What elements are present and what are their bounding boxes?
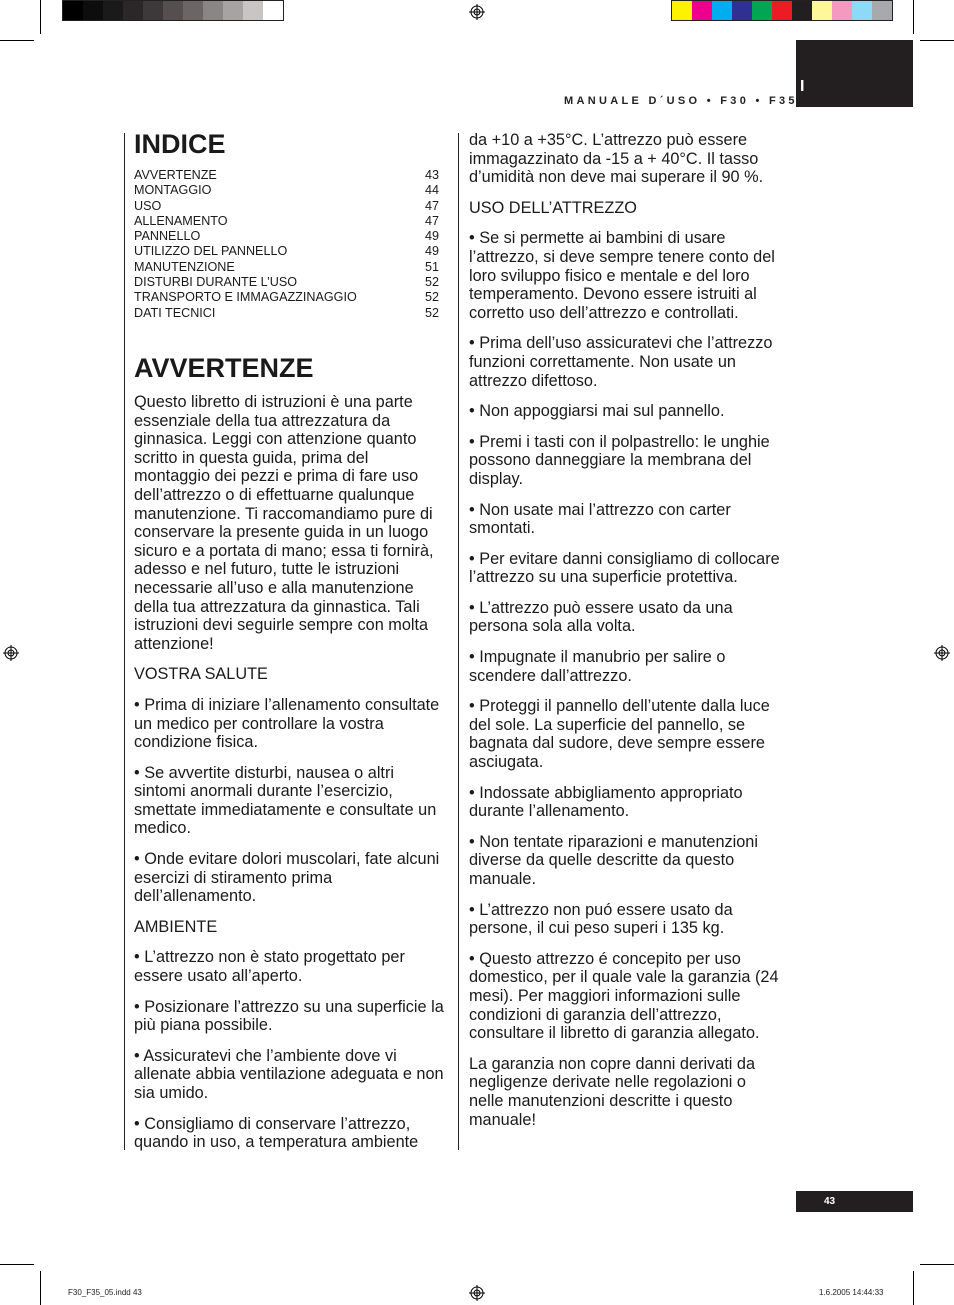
bullet-item: • Assicuratevi che l’ambiente dove vi allenate abbia ventilazione adeguata e non sia umido. [134, 1046, 444, 1102]
table-of-contents [134, 168, 439, 321]
toc-item [134, 306, 439, 321]
toc-item-label: PANNELLO [134, 229, 201, 244]
bullet-item: • Non appoggiarsi mai sul pannello. [469, 402, 725, 421]
color-swatch [123, 1, 143, 20]
bullet-item: • Onde evitare dolori muscolari, fate alcuni esercizi di stiramento prima dell’allenamento. [134, 850, 440, 906]
toc-item-label: MONTAGGIO [134, 183, 212, 198]
bullet-item: • Indossate abbigliamento appropriato durante l’allenamento. [469, 783, 743, 821]
crop-mark [913, 1271, 914, 1305]
toc-item-page: 52 [424, 290, 439, 305]
color-swatch [243, 1, 263, 20]
slug-file-name: F30_F35_05.indd 43 [68, 1288, 142, 1297]
bullet-item: • Consigliamo di conservare l’attrezzo, quando in uso, a temperatura ambiente [134, 1114, 419, 1152]
toc-item-label: AVVERTENZE [134, 168, 217, 182]
crop-mark [0, 1264, 34, 1265]
registration-mark-icon [934, 645, 950, 661]
toc-item [134, 290, 439, 305]
language-tab-letter: I [800, 78, 805, 95]
toc-title: INDICE [134, 129, 226, 159]
registration-mark-icon [469, 1285, 485, 1301]
crop-mark [40, 1271, 41, 1305]
toc-item [134, 229, 439, 244]
column-rule-left [124, 133, 125, 1150]
toc-item-label: DATI TECNICI [134, 305, 216, 320]
environment-list [134, 948, 444, 1151]
toc-item [134, 214, 439, 229]
grayscale-color-bar [62, 0, 284, 21]
color-swatch [143, 1, 163, 20]
toc-item-page: 49 [424, 229, 439, 244]
color-swatch [712, 1, 732, 20]
toc-item-label: TRANSPORTO E IMMAGAZZINAGGIO [134, 290, 357, 305]
color-swatch [263, 1, 283, 20]
toc-item-page: 43 [424, 168, 439, 182]
toc-item [134, 183, 439, 198]
color-swatch [163, 1, 183, 20]
bullet-item: • Prima dell’uso assicuratevi che l’attrezzo funzioni correttamente. Non usate un attrezzo difettoso. [469, 334, 773, 390]
color-swatch [83, 1, 103, 20]
color-swatch [852, 1, 872, 20]
color-swatch [103, 1, 123, 20]
color-swatch [832, 1, 852, 20]
slug-date: 1.6.2005 14:44:33 [819, 1288, 884, 1297]
toc-item-page: 47 [424, 198, 439, 213]
use-heading: USO DELL’ATTREZZO [469, 198, 637, 217]
bullet-item: • Questo attrezzo é concepito per uso domestico, per il quale vale la garanzia (24 mesi). Per maggiori informazioni sulle condizioni di garanzia dell’attrezzo, consultare il libretto di garanzia allegato. [469, 949, 779, 1043]
bullet-item: • L’attrezzo non puó essere usato da persone, il cui peso superi i 135 kg. [469, 900, 733, 938]
color-swatch [692, 1, 712, 20]
toc-item [134, 244, 439, 259]
page-number-box [796, 1191, 913, 1212]
color-swatch [63, 1, 83, 20]
toc-item [134, 168, 439, 183]
crop-mark [0, 40, 34, 41]
color-swatch [183, 1, 203, 20]
bullet-item: • Non usate mai l’attrezzo con carter smontati. [469, 500, 731, 538]
bullet-item: • Se si permette ai bambini di usare l’attrezzo, si deve sempre tenere conto del loro sviluppo fisico e mentale e del loro temperamento. Devono essere istruiti al corretto uso dell’attrezzo e controllati. [469, 229, 775, 322]
closing-paragraph: La garanzia non copre danni derivati da negligenze derivate nelle regolazioni o nelle manutenzioni descritte i questo manuale! [469, 1054, 756, 1129]
running-title: MANUALE D´USO • F30 • F35 [564, 95, 798, 107]
registration-mark-icon [469, 4, 485, 20]
color-swatch [812, 1, 832, 20]
color-swatch [752, 1, 772, 20]
crop-mark [920, 1264, 954, 1265]
color-swatch [732, 1, 752, 20]
section-title: AVVERTENZE [134, 353, 314, 383]
bullet-item: • Proteggi il pannello dell’utente dalla luce del sole. La superficie del pannello, se bagnata dal sudore, deve sempre essere asciugata. [469, 697, 770, 772]
bullet-item: • Impugnate il manubrio per salire o scendere dall’attrezzo. [469, 648, 726, 685]
color-swatch [772, 1, 792, 20]
use-list [469, 229, 781, 1042]
bullet-item: • L’attrezzo può essere usato da una persona sola alla volta. [469, 598, 733, 636]
bullet-item: • Per evitare danni consigliamo di collocare l’attrezzo su una superficie protettiva. [469, 549, 780, 587]
environment-heading: AMBIENTE [134, 917, 218, 936]
column-rule-middle [458, 133, 459, 1150]
color-swatch [203, 1, 223, 20]
toc-item-label: USO [134, 198, 162, 213]
bullet-item: • Non tentate riparazioni e manutenzioni diverse da quelle descritte da questo manuale. [469, 832, 758, 888]
bullet-item: • L’attrezzo non è stato progettato per essere usato all’aperto. [134, 948, 405, 986]
toc-item-page: 52 [424, 305, 439, 320]
intro-paragraph: Questo libretto di istruzioni è una parte essenziale della tua attrezzatura da ginnasica. Leggi con attenzione quanto scritto in questa guida, prima del montaggio dei pezzi e prima di fare uso dell’attrezzo o di effettuarne qualunque manutenzione. Ti raccomandiamo pure di conservare la presente guida in un luogo sicuro e a portata di mano; essa ti fornirà, adesso e nel futuro, tutte le istruzioni necessarie all’uso e alla manutenzione della tua attrezzatura da ginnastica. Tali istruzioni devi seguirle sempre con molta attenzione! [134, 393, 434, 653]
bullet-item: • Prima di iniziare l’allenamento consultate un medico per controllare la vostra condizione fisica. [134, 695, 440, 752]
bullet-item: • Posizionare l’attrezzo su una superficie la più piana possibile. [134, 997, 444, 1035]
registration-mark-icon [3, 645, 19, 661]
toc-item [134, 275, 439, 290]
toc-item [134, 199, 439, 214]
color-swatch [672, 1, 692, 20]
page-number: 43 [824, 1196, 836, 1207]
toc-item-page: 51 [424, 259, 439, 274]
left-column [134, 353, 444, 1164]
toc-item-page: 52 [424, 275, 439, 290]
bullet-item: • Se avvertite disturbi, nausea o altri sintomi anormali durante l’esercizio, smettate immediatamente e consultate un medico. [134, 763, 437, 838]
toc-item-label: ALLENAMENTO [134, 213, 228, 228]
process-color-bar [671, 0, 893, 21]
toc-item-page: 49 [424, 244, 439, 259]
color-swatch [872, 1, 892, 20]
color-swatch [223, 1, 243, 20]
toc-item-page: 47 [424, 213, 439, 228]
health-list [134, 696, 444, 906]
toc-item [134, 260, 439, 275]
toc-item-label: UTILIZZO DEL PANNELLO [134, 244, 288, 259]
bullet-item: • Premi i tasti con il polpastrello: le unghie possono danneggiare la membrana del display. [469, 432, 770, 488]
language-tab [796, 40, 913, 107]
toc-item-label: MANUTENZIONE [134, 259, 235, 274]
toc-item-page: 44 [424, 183, 439, 198]
crop-mark [913, 0, 914, 34]
health-heading: VOSTRA SALUTE [134, 665, 268, 684]
toc-item-label: DISTURBI DURANTE L’USO [134, 275, 298, 290]
crop-mark [40, 0, 41, 34]
color-swatch [792, 1, 812, 20]
environment-continuation: da +10 a +35°C. L’attrezzo può essere immagazzinato da -15 a + 40°C. Il tasso d’umidità non deve mai superare il 90 %. [469, 131, 764, 187]
right-column [469, 131, 781, 1141]
crop-mark [920, 40, 954, 41]
